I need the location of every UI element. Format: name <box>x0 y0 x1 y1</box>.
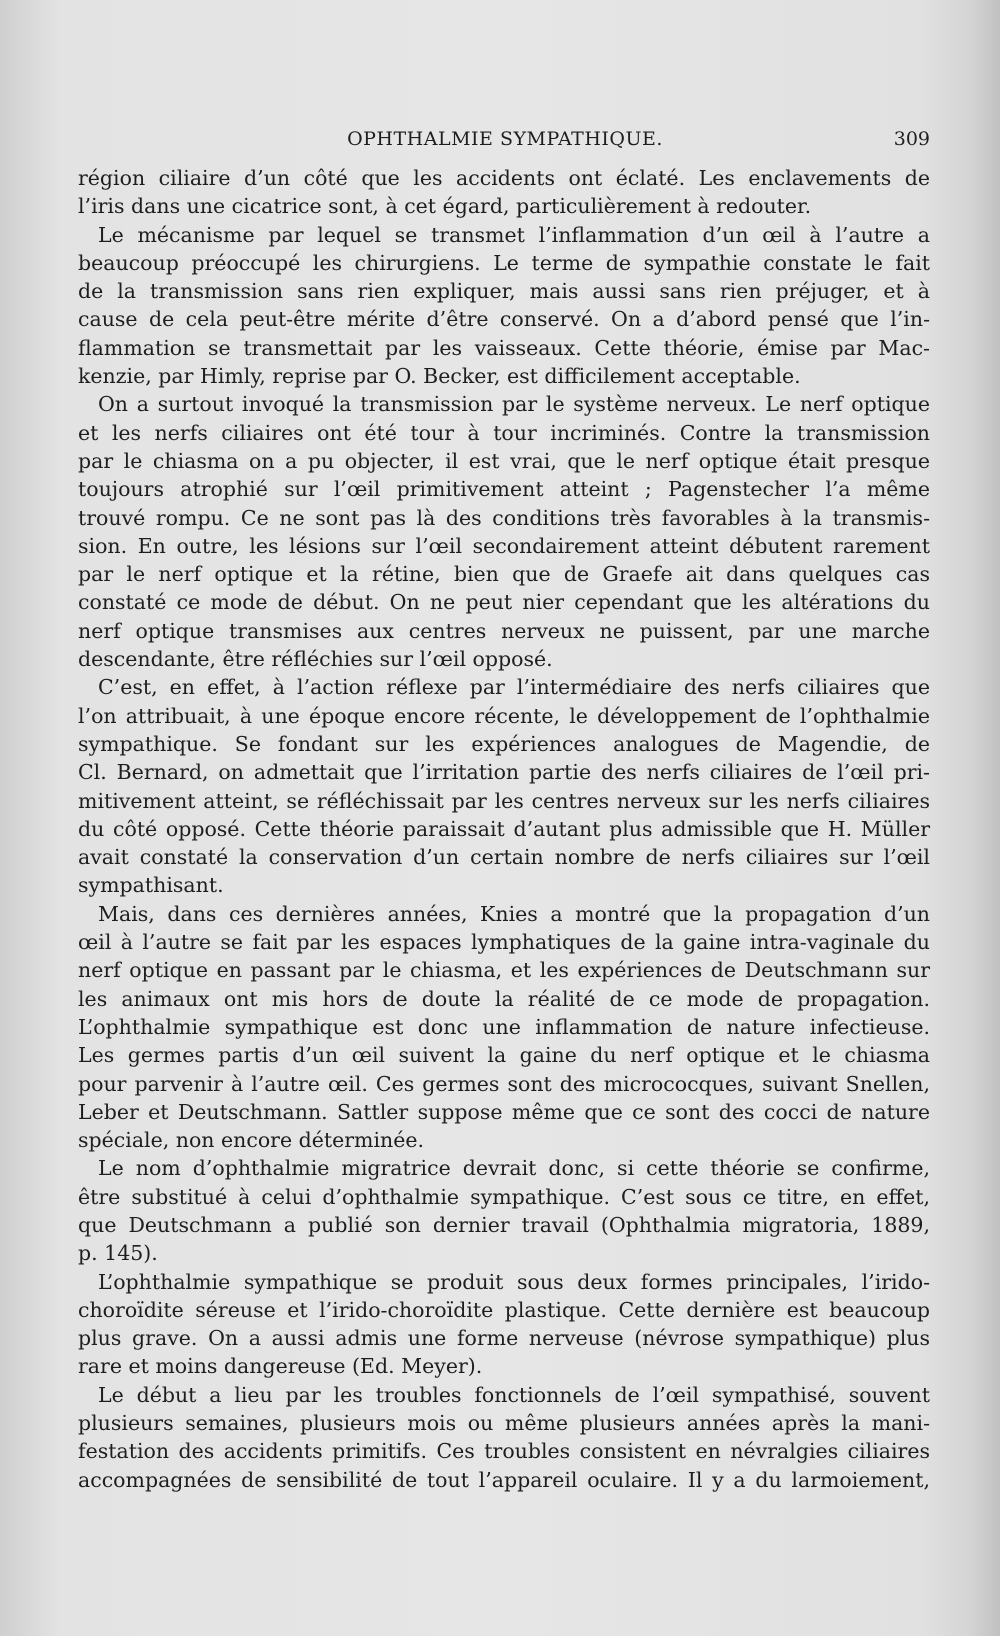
text-line: flammation se transmettait par les vaisseaux. Cette théorie, émise par Mac- <box>78 335 930 360</box>
text-line: spéciale, non encore déterminée. <box>78 1128 425 1153</box>
paragraph-first-line: Le mécanisme par lequel se transmet l’inflammation d’un œil à l’autre a <box>98 222 930 247</box>
text-line: nerf optique transmises aux centres nerveux ne puissent, par une marche <box>78 618 930 643</box>
text-line: œil à l’autre se fait par les espaces lymphatiques de la gaine intra-vaginale du <box>78 930 930 955</box>
text-line: Les germes partis d’un œil suivent la gaine du nerf optique et le chiasma <box>78 1043 930 1068</box>
text-line: accompagnées de sensibilité de tout l’appareil oculaire. Il y a du larmoiement, <box>78 1467 930 1492</box>
text-line: du côté opposé. Cette théorie paraissait d’autant plus admissible que H. Müller <box>78 816 930 841</box>
paragraph-first-line: Le début a lieu par les troubles fonctionnels de l’œil sympathisé, souvent <box>98 1382 930 1407</box>
text-line: sion. En outre, les lésions sur l’œil secondairement atteint débutent rarement <box>78 533 930 558</box>
text-line: avait constaté la conservation d’un certain nombre de nerfs ciliaires sur l’œil <box>78 845 930 870</box>
page-edge-shadow <box>970 0 1000 1636</box>
text-line: descendante, être réfléchies sur l’œil opposé. <box>78 647 553 672</box>
text-line: plusieurs semaines, plusieurs mois ou même plusieurs années après la mani- <box>78 1411 930 1436</box>
text-line: beaucoup préoccupé les chirurgiens. Le terme de sympathie constate le fait <box>78 250 930 275</box>
text-line: trouvé rompu. Ce ne sont pas là des conditions très favorables à la transmis- <box>78 505 930 530</box>
text-line: constaté ce mode de début. On ne peut nier cependant que les altérations du <box>78 590 930 615</box>
text-line: par le nerf optique et la rétine, bien que de Graefe ait dans quelques cas <box>78 562 930 587</box>
text-line: par le chiasma on a pu objecter, il est vrai, que le nerf optique était presque <box>78 448 930 473</box>
text-line: sympathisant. <box>78 873 224 898</box>
page-number: 309 <box>893 128 930 150</box>
text-line: festation des accidents primitifs. Ces troubles consistent en névralgies ciliaires <box>78 1439 930 1464</box>
text-line: Cl. Bernard, on admettait que l’irritation partie des nerfs ciliaires de l’œil pri- <box>78 760 930 785</box>
text-line: être substitué à celui d’ophthalmie sympathique. C’est sous ce titre, en effet, <box>78 1184 930 1209</box>
text-line: nerf optique en passant par le chiasma, et les expériences de Deutschmann sur <box>78 958 930 983</box>
text-line: de la transmission sans rien expliquer, mais aussi sans rien préjuger, et à <box>78 279 930 304</box>
text-line: p. 145). <box>78 1241 158 1266</box>
paragraph-first-line: L’ophthalmie sympathique se produit sous deux formes principales, l’irido- <box>98 1269 930 1294</box>
text-line: plus grave. On a aussi admis une forme nerveuse (névrose sympathique) plus <box>78 1326 930 1351</box>
text-line: kenzie, par Himly, reprise par O. Becker, est difficilement acceptable. <box>78 364 801 389</box>
paragraph-first-line: On a surtout invoqué la transmission par le système nerveux. Le nerf optique <box>98 392 930 417</box>
text-line: et les nerfs ciliaires ont été tour à tour incriminés. Contre la transmission <box>78 420 930 445</box>
text-line: rare et moins dangereuse (Ed. Meyer). <box>78 1354 483 1379</box>
text-line: L’ophthalmie sympathique est donc une inflammation de nature infectieuse. <box>78 1014 930 1039</box>
text-line: les animaux ont mis hors de doute la réalité de ce mode de propagation. <box>78 986 930 1011</box>
text-line: choroïdite séreuse et l’irido-choroïdite plastique. Cette dernière est beaucoup <box>78 1297 930 1322</box>
text-line: région ciliaire d’un côté que les accidents ont éclaté. Les enclavements de <box>78 166 930 190</box>
paragraph-first-line: Le nom d’ophthalmie migratrice devrait donc, si cette théorie se confirme, <box>98 1156 930 1181</box>
running-header <box>80 126 930 156</box>
body-text <box>78 164 930 1494</box>
text-line: l’iris dans une cicatrice sont, à cet égard, particulièrement à redouter. <box>78 194 812 219</box>
paragraph-first-line: C’est, en effet, à l’action réflexe par l’intermédiaire des nerfs ciliaires que <box>98 675 930 700</box>
text-line: l’on attribuait, à une époque encore récente, le développement de l’ophthalmie <box>78 703 930 728</box>
text-line: pour parvenir à l’autre œil. Ces germes sont des micrococques, suivant Snellen, <box>78 1071 930 1096</box>
text-line: sympathique. Se fondant sur les expériences analogues de Magendie, de <box>78 731 930 756</box>
text-line: toujours atrophié sur l’œil primitivement atteint ; Pagenstecher l’a même <box>78 477 930 502</box>
paragraph-first-line: Mais, dans ces dernières années, Knies a montré que la propagation d’un <box>98 901 930 926</box>
text-line: mitivement atteint, se réfléchissait par les centres nerveux sur les nerfs ciliaires <box>78 788 930 813</box>
text-line: Leber et Deutschmann. Sattler suppose même que ce sont des cocci de nature <box>78 1099 930 1124</box>
text-line: cause de cela peut-être mérite d’être conservé. On a d’abord pensé que l’in- <box>78 307 930 332</box>
running-title: OPHTHALMIE SYMPATHIQUE. <box>347 128 663 150</box>
text-line: que Deutschmann a publié son dernier travail (Ophthalmia migratoria, 1889, <box>78 1212 930 1237</box>
